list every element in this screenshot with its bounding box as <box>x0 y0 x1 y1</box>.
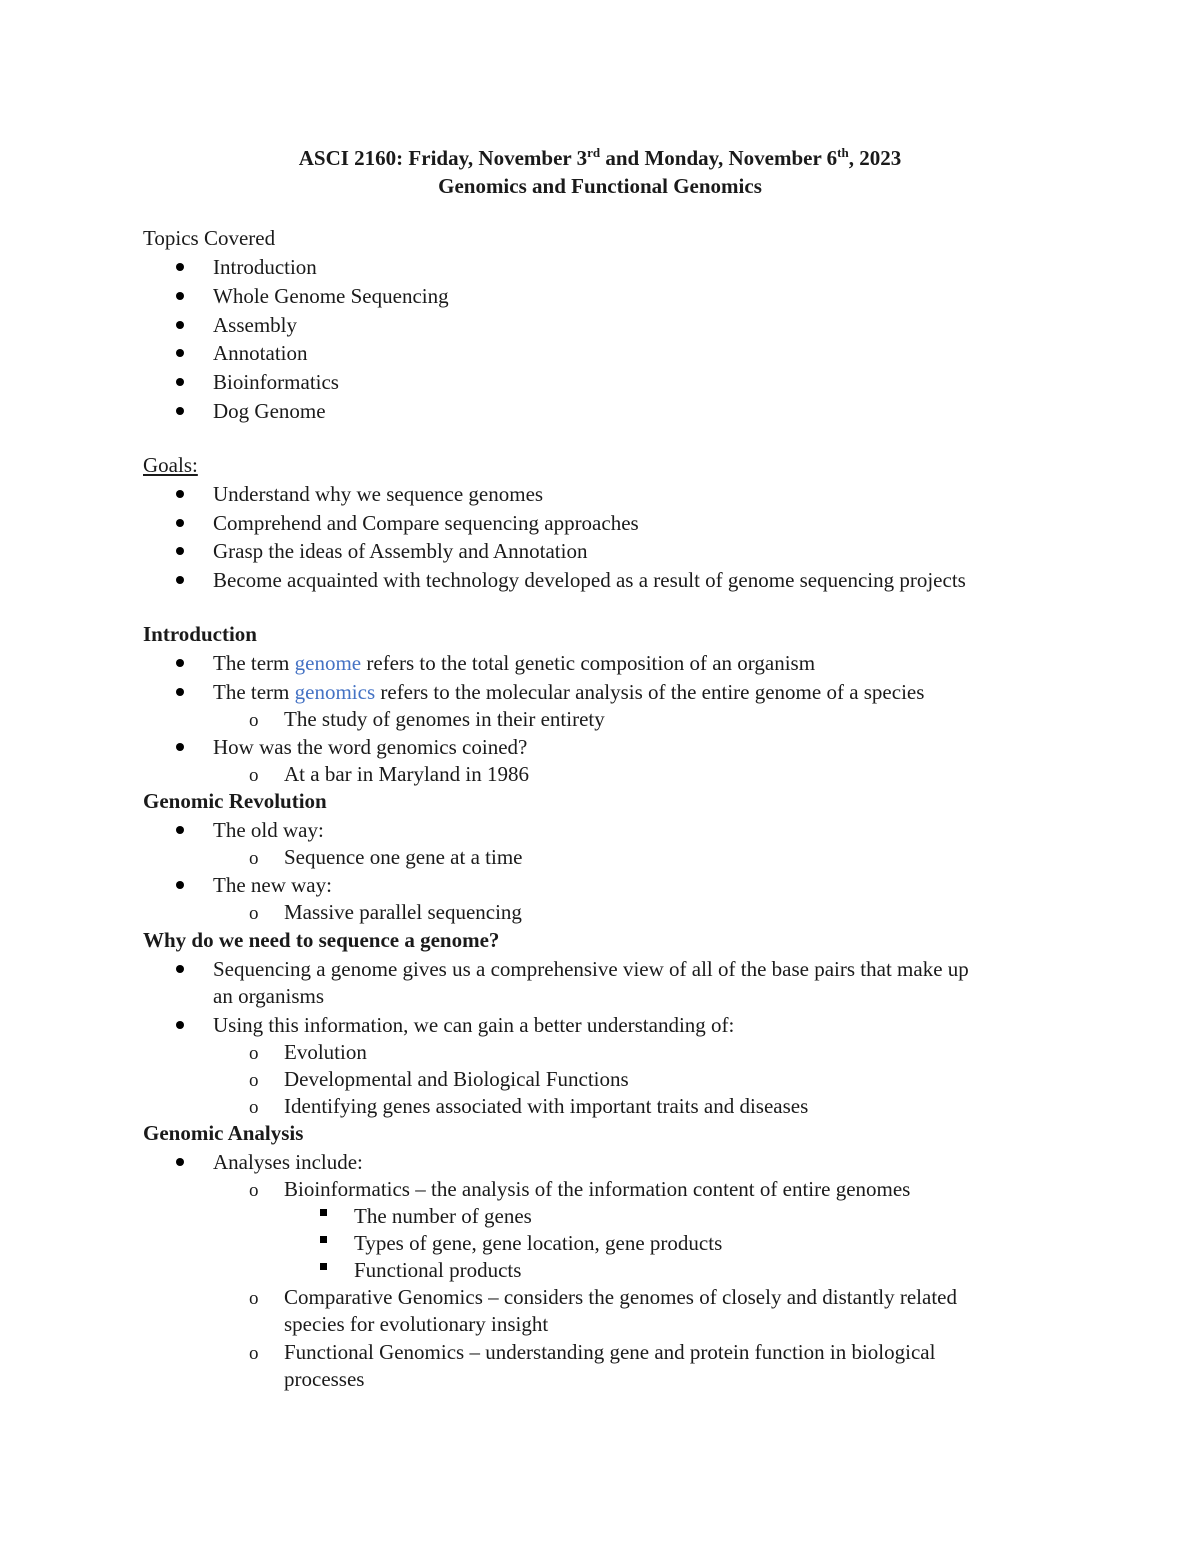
square-bullet-icon <box>320 1236 327 1243</box>
analysis-subsub-item: The number of genes <box>354 1204 532 1228</box>
bullet-icon <box>176 688 184 696</box>
revolution-sub-item: Massive parallel sequencing <box>284 900 522 924</box>
why-bullet-line1: Sequencing a genome gives us a comprehensive view of all of the base pairs that make up <box>213 957 969 981</box>
analysis-sub-item: Bioinformatics – the analysis of the information content of entire genomes <box>284 1177 911 1201</box>
sub-bullet-icon: o <box>249 1180 259 1201</box>
sub-bullet-icon: o <box>249 1288 259 1309</box>
square-bullet-icon <box>320 1209 327 1216</box>
bullet-icon <box>176 519 184 527</box>
revolution-bullet: The new way: <box>213 873 332 897</box>
goal-item: Comprehend and Compare sequencing approaches <box>213 511 639 535</box>
topic-item: Assembly <box>213 313 297 337</box>
genome-term: genome <box>294 651 362 675</box>
topic-item: Dog Genome <box>213 399 326 423</box>
goal-item: Grasp the ideas of Assembly and Annotation <box>213 539 588 563</box>
revolution-heading: Genomic Revolution <box>143 789 327 813</box>
bullet-icon <box>176 826 184 834</box>
title-sup-rd: rd <box>587 145 601 160</box>
sub-bullet-icon: o <box>249 1043 259 1064</box>
analysis-bullet: Analyses include: <box>213 1150 363 1174</box>
why-bullet-line2: an organisms <box>213 984 325 1008</box>
bullet-icon <box>176 965 184 973</box>
why-sub-item: Evolution <box>284 1040 367 1064</box>
title-date-part3: , 2023 <box>848 146 902 170</box>
topic-item: Bioinformatics <box>213 370 339 394</box>
why-heading: Why do we need to sequence a genome? <box>143 928 500 952</box>
sub-bullet-icon: o <box>249 1343 259 1364</box>
bullet-icon <box>176 881 184 889</box>
analysis-sub-item-line2: species for evolutionary insight <box>284 1312 549 1336</box>
intro-bullet-genome: The term genome refers to the total genetic composition of an organism <box>213 651 816 675</box>
why-sub-item: Identifying genes associated with important traits and diseases <box>284 1094 809 1118</box>
sub-bullet-icon: o <box>249 1070 259 1091</box>
goals-heading: Goals: <box>143 453 198 477</box>
bullet-icon <box>176 1158 184 1166</box>
bullet-icon <box>176 349 184 357</box>
goal-item: Understand why we sequence genomes <box>213 482 544 506</box>
bullet-icon <box>176 1021 184 1029</box>
analysis-sub-item-line2: processes <box>284 1367 365 1391</box>
title-sup-th: th <box>837 145 849 160</box>
square-bullet-icon <box>320 1263 327 1270</box>
title-date-part1: ASCI 2160: Friday, November 3 <box>298 146 588 170</box>
analysis-subsub-item: Functional products <box>354 1258 522 1282</box>
intro-bullet-genomics: The term genomics refers to the molecular analysis of the entire genome of a species <box>213 680 925 704</box>
revolution-bullet: The old way: <box>213 818 324 842</box>
bullet-icon <box>176 263 184 271</box>
bullet-icon <box>176 378 184 386</box>
goal-item: Become acquainted with technology developed as a result of genome sequencing projects <box>213 568 966 592</box>
sub-bullet-icon: o <box>249 903 259 924</box>
intro-sub-item: The study of genomes in their entirety <box>284 707 605 731</box>
bullet-icon <box>176 743 184 751</box>
sub-bullet-icon: o <box>249 1097 259 1118</box>
why-bullet: Using this information, we can gain a better understanding of: <box>213 1013 735 1037</box>
topic-item: Introduction <box>213 255 317 279</box>
topic-item: Whole Genome Sequencing <box>213 284 449 308</box>
analysis-subsub-item: Types of gene, gene location, gene products <box>354 1231 723 1255</box>
bullet-icon <box>176 407 184 415</box>
bullet-icon <box>176 659 184 667</box>
bullet-icon <box>176 490 184 498</box>
bullet-icon <box>176 321 184 329</box>
analysis-heading: Genomic Analysis <box>143 1121 304 1145</box>
sub-bullet-icon: o <box>249 765 259 786</box>
bullet-icon <box>176 576 184 584</box>
topics-heading: Topics Covered <box>143 226 276 250</box>
title-date-part2: and Monday, November 6 <box>600 146 838 170</box>
analysis-sub-item-line1: Comparative Genomics – considers the genomes of closely and distantly related <box>284 1285 957 1309</box>
intro-bullet-coined: How was the word genomics coined? <box>213 735 528 759</box>
intro-sub-item: At a bar in Maryland in 1986 <box>284 762 529 786</box>
sub-bullet-icon: o <box>249 710 259 731</box>
introduction-heading: Introduction <box>143 622 257 646</box>
bullet-icon <box>176 292 184 300</box>
bullet-icon <box>176 547 184 555</box>
document-subtitle: Genomics and Functional Genomics <box>438 174 762 198</box>
analysis-sub-item-line1: Functional Genomics – understanding gene and protein function in biological <box>284 1340 936 1364</box>
genomics-term: genomics <box>294 680 376 704</box>
topic-item: Annotation <box>213 341 308 365</box>
revolution-sub-item: Sequence one gene at a time <box>284 845 523 869</box>
document-title-line1 <box>0 146 1200 171</box>
why-sub-item: Developmental and Biological Functions <box>284 1067 629 1091</box>
sub-bullet-icon: o <box>249 848 259 869</box>
